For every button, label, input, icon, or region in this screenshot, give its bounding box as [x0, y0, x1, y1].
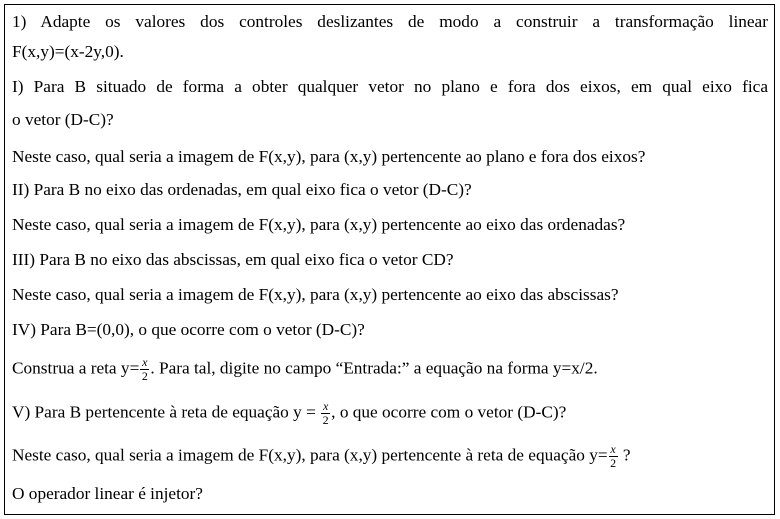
denominator: 2	[610, 456, 617, 470]
question-V-image	[12, 443, 631, 470]
question-III: III) Para B no eixo das abscissas, em qual eixo fica o vetor CD?	[12, 250, 454, 269]
text: ?	[618, 445, 631, 465]
question-III-image: Neste caso, qual seria a imagem de F(x,y), para (x,y) pertencente ao eixo das abscissas?	[12, 285, 619, 304]
question-I-image: Neste caso, qual seria a imagem de F(x,y), para (x,y) pertencente ao plano e fora dos eixos?	[12, 147, 646, 166]
text: V) Para B pertencente à reta de equação y =	[12, 402, 321, 422]
denominator: 2	[322, 413, 329, 427]
numerator: x	[142, 355, 148, 369]
text: Neste caso, qual seria a imagem de F(x,y), para (x,y) pertencente à reta de equação y=	[12, 445, 608, 465]
question-I: I) Para B situado de forma a obter qualquer vetor no plano e fora dos eixos, em qual eixo fica	[12, 77, 768, 96]
fraction-x-over-2	[140, 356, 149, 383]
question-II: II) Para B no eixo das ordenadas, em qual eixo fica o vetor (D-C)?	[12, 180, 472, 199]
numerator: x	[610, 442, 616, 456]
fraction-x-over-2	[321, 400, 330, 427]
question-I-cont: o vetor (D-C)?	[12, 110, 114, 129]
text: . Para tal, digite no campo “Entrada:” a equação na forma y=x/2.	[150, 358, 598, 378]
question-1-intro: 1) Adapte os valores dos controles deslizantes de modo a construir a transformação linear	[12, 12, 768, 31]
numerator: x	[323, 399, 329, 413]
transformation-definition: F(x,y)=(x-2y,0).	[12, 42, 124, 61]
fraction-x-over-2	[609, 443, 618, 470]
construct-line-instruction	[12, 356, 598, 383]
denominator: 2	[141, 369, 148, 383]
question-injective: O operador linear é injetor?	[12, 484, 203, 503]
question-II-image: Neste caso, qual seria a imagem de F(x,y), para (x,y) pertencente ao eixo das ordenadas?	[12, 215, 626, 234]
question-IV: IV) Para B=(0,0), o que ocorre com o vetor (D-C)?	[12, 320, 365, 339]
text: , o que ocorre com o vetor (D-C)?	[331, 402, 567, 422]
question-V	[12, 400, 566, 427]
text: Construa a reta y=	[12, 358, 140, 378]
